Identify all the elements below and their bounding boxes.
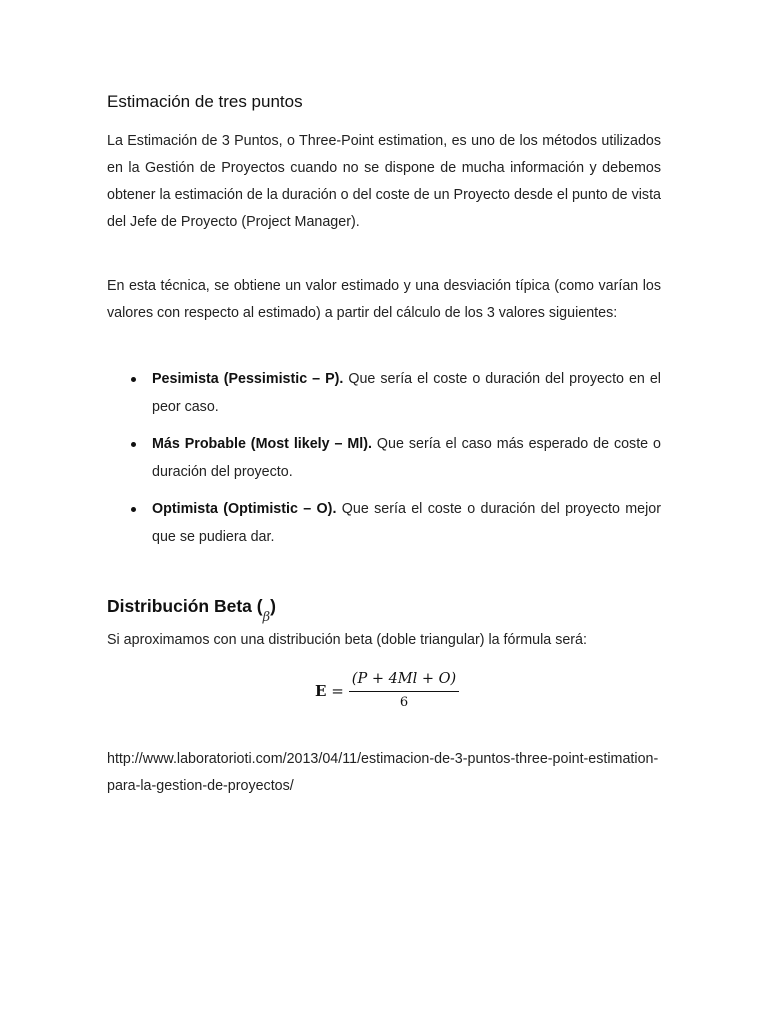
formula-lhs xyxy=(315,682,344,700)
section-heading-beta xyxy=(107,596,276,625)
formula-lhs-symbol: E xyxy=(315,682,327,700)
beta-paragraph: Si aproximamos con una distribución beta (doble triangular) la fórmula será: xyxy=(107,632,587,648)
term-pessimistic: Pesimista (Pessimistic – P). xyxy=(152,371,344,387)
fraction-bar xyxy=(349,691,459,692)
desc-pessimistic: Que sería el coste o duración del proyecto en el peor caso. xyxy=(152,371,661,415)
formula-fraction xyxy=(349,668,459,712)
formula-equals: = xyxy=(326,682,344,700)
bullet-icon xyxy=(131,442,136,447)
beta-symbol: β xyxy=(262,610,271,625)
technique-paragraph: En esta técnica, se obtiene un valor estimado y una desviación típica (como varían los valores con respecto al estimado) a partir del cálculo de los 3 valores siguientes: xyxy=(107,278,661,321)
intro-paragraph: La Estimación de 3 Puntos, o Three-Point estimation, es uno de los métodos utilizados en la Gestión de Proyectos cuando no se dispone de mucha información y debemos obtener la estimación de la duración o del coste de un Proyecto desde el punto de vista del Jefe de Proyecto (Project Manager). xyxy=(107,133,661,230)
list-item-most-likely xyxy=(107,430,661,486)
expected-value-formula xyxy=(315,668,475,718)
term-most-likely: Más Probable (Most likely – Ml). xyxy=(152,436,372,452)
estimate-values-list xyxy=(107,365,661,560)
formula-denominator: 6 xyxy=(399,695,409,710)
bullet-icon xyxy=(131,507,136,512)
list-item-optimistic xyxy=(107,495,661,551)
desc-optimistic: Que sería el coste o duración del proyecto mejor que se pudiera dar. xyxy=(152,501,662,545)
heading-beta-prefix: Distribución Beta ( xyxy=(107,596,263,616)
desc-most-likely: Que sería el caso más esperado de coste o duración del proyecto. xyxy=(152,436,661,480)
formula-numerator: (P + 4Ml + O) xyxy=(351,671,457,687)
bullet-icon xyxy=(131,377,136,382)
term-optimistic: Optimista (Optimistic – O). xyxy=(152,501,337,517)
list-item-pessimistic xyxy=(107,365,661,421)
heading-beta-suffix: ) xyxy=(270,596,276,616)
section-heading-three-point: Estimación de tres puntos xyxy=(107,92,303,111)
source-link[interactable]: http://www.laboratorioti.com/2013/04/11/estimacion-de-3-puntos-three-point-estimation-para-la-gestion-de-proyectos/ xyxy=(107,751,659,794)
